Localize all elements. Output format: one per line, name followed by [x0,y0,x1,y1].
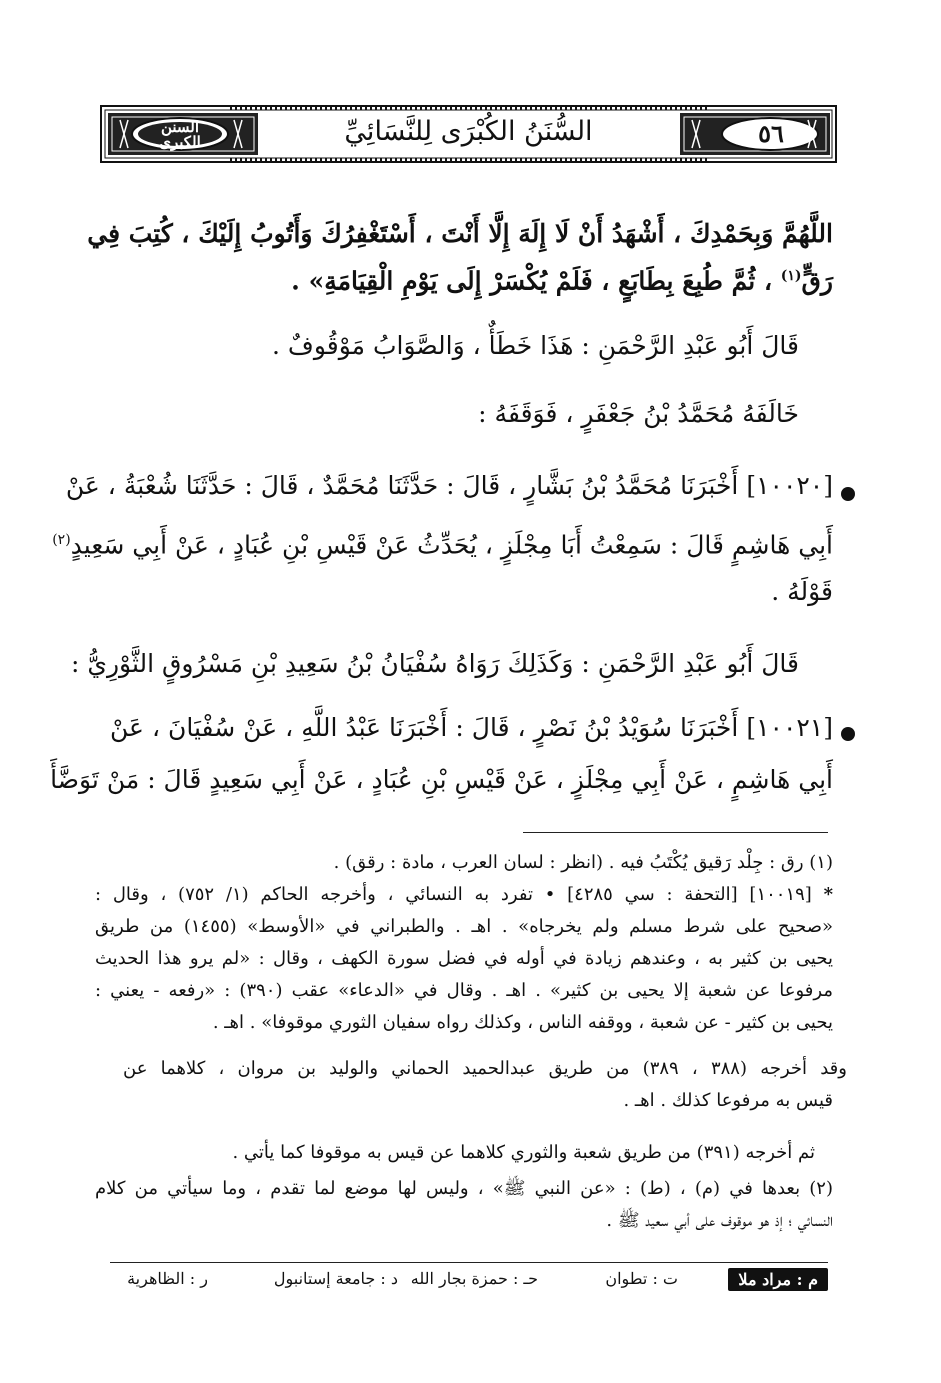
text-line: [١٠٠٢١] أَخْبَرَنَا سُوَيْدُ بْنُ نَصْرٍ ، قَالَ : أَخْبَرَنَا عَبْدُ اللَّهِ ، عَنْ سُفْيَانَ ، عَنْ [110,713,833,742]
emblem-text: السنن الكبرى [159,118,201,151]
bottom-divider [110,1262,828,1263]
footnote-line: ثم أخرجه (٣٩١) من طريق شعبة والثوري كلاهما عن قيس به موقوفا كما يأتي . [232,1142,815,1163]
footnote-line: مرفوعا عن شعبة إلا يحيى بن كثير» . اهـ . وقال في «الدعاء» عقب (٣٩٠) : «رفعه - يعني : [95,980,833,1001]
footnote-line: (٢) بعدها في (م) ، (ط) : «عن النبي ﷺ» ، وليس لها موضع لما تقدم ، وما سيأتي من كلام [95,1178,833,1199]
footnote-line: النسائي ؛ إذ هو موقوف على أبي سعيد ﷺ . [606,1210,833,1231]
text-line: قَالَ أَبُو عَبْدِ الرَّحْمَنِ : وَكَذَلِكَ رَوَاهُ سُفْيَانُ بْنُ سَعِيدِ بْنِ مَسْرُوقٍ الثَّوْرِيُّ : [71,649,799,678]
footnote-line: قيس به مرفوعا كذلك . اهـ . [623,1090,833,1111]
siglum-d: د : جامعة إستانبول [273,1269,398,1288]
siglum-h: حـ : حمزة بجار الله [410,1269,538,1288]
footnote-divider [523,832,828,833]
text-line: أَبِي هَاشِمٍ ، عَنْ أَبِي مِجْلَزٍ ، عَنْ قَيْسِ بْنِ عُبَادٍ ، عَنْ أَبِي سَعِيدٍ قَالَ : مَنْ تَوَضَّأَ [50,765,833,794]
page-number: ٥٦ [758,119,784,148]
text-line: اللَّهُمَّ وَبِحَمْدِكَ ، أَشْهَدُ أَنْ لَا إِلَهَ إِلَّا أَنْتَ ، أَسْتَغْفِرُكَ وَأَتُوبُ إِلَيْكَ ، كُتِبَ فِي [87,219,833,248]
page-header [100,100,837,168]
footnote-line: يحيى بن كثير - عن شعبة ، ووقفه الناس ، وكذلك رواه سفيان الثوري موقوفا» . اهـ . [212,1012,833,1033]
footnote-text: [١٠٠١٩] [التحفة : سي ٤٢٨٥] • تفرد به النسائي ، وأخرجه الحاكم (١/ ٧٥٢) ، وقال : [95,884,812,905]
siglum-r: ر : الظاهرية [127,1269,208,1288]
text-line [52,520,833,560]
page-title: السُّنَنُ الكُبْرَى لِلنَّسَائِيِّ [344,116,593,147]
text-line [110,256,833,296]
footnote-ref[interactable]: (٢) [52,532,71,548]
manuscript-sigla [110,1265,828,1301]
text-line: قَوْلَهُ . [771,577,833,606]
text-fragment: ، ثُمَّ طُبِعَ بِطَابَعٍ ، فَلَمْ يُكْسَرْ إِلَى يَوْمِ الْقِيَامَةِ» . [291,266,773,296]
text-line: قَالَ أَبُو عَبْدِ الرَّحْمَنِ : هَذَا خَطَأٌ ، وَالصَّوَابُ مَوْقُوفٌ . [272,331,799,360]
bullet-icon [841,727,855,741]
footnote-line [95,880,833,910]
siglum-t: ت : تطوان [605,1269,678,1288]
bullet-icon [841,487,855,501]
text-fragment: رَقٍّ [801,266,833,296]
footnote-line: (١) رق : جِلْد رَقيق يُكْتَبُ فيه . (انظر : لسان العرب ، مادة : رقق) . [333,852,833,873]
footnote-line: وقد أخرجه (٣٨٨ ، ٣٨٩) من طريق عبدالحميد الحماني والوليد بن مروان ، كلاهما عن [123,1058,847,1079]
text-line: [١٠٠٢٠] أَخْبَرَنَا مُحَمَّدُ بْنُ بَشَّارٍ ، قَالَ : حَدَّثَنَا مُحَمَّدٌ ، قَالَ : حَدَّثَنَا شُعْبَةُ ، عَنْ [65,471,833,500]
text-fragment: أَبِي هَاشِمٍ قَالَ : سَمِعْتُ أَبَا مِجْلَزٍ ، يُحَدِّثُ عَنْ قَيْسِ بْنِ عُبَادٍ ، عَنْ أَبِي سَعِيدٍ [70,530,833,560]
star-marker: * [823,884,834,905]
text-line: خَالَفَهُ مُحَمَّدُ بْنُ جَعْفَرٍ ، فَوَقَفَهُ : [478,399,799,428]
footnote-line: «صحيح على شرط مسلم ولم يخرجاه» . اهـ . والطبراني في «الأوسط» (١٤٥٥) من طريق [95,916,834,937]
siglum-m: م : مراد ملا [728,1268,828,1291]
footnote-ref[interactable]: (١) [780,268,802,284]
footnote-line: يحيى بن كثير به ، وعندهم زيادة في أوله في فضل سورة الكهف ، وقال : «لم يرو هذا الحديث [95,948,833,969]
